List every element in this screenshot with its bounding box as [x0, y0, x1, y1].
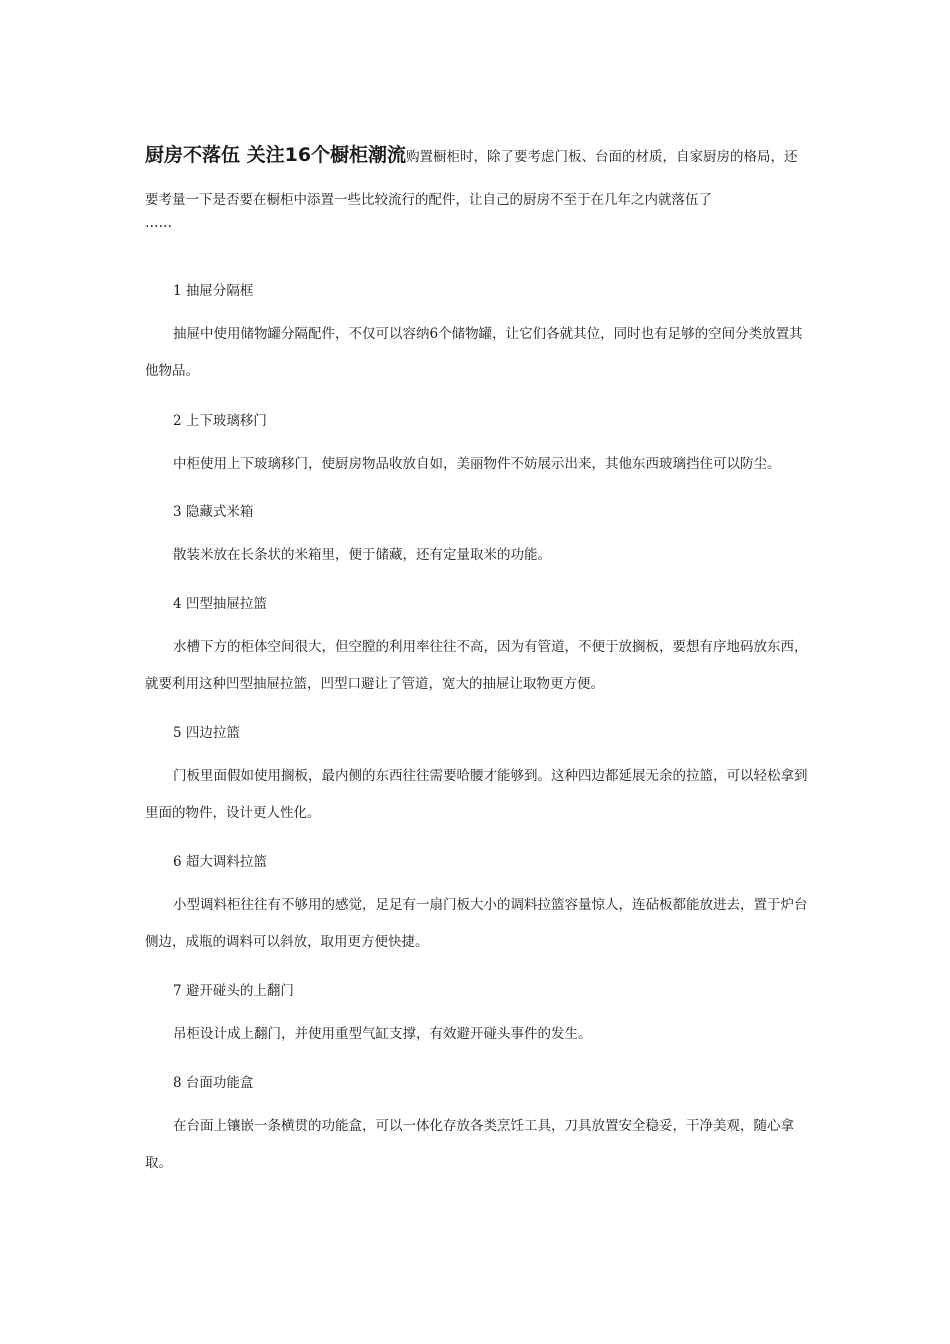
- section-6: [145, 851, 810, 961]
- section-2: [145, 410, 810, 483]
- section-heading: 6 超大调料拉篮: [173, 854, 267, 870]
- section-body: 在台面上镶嵌一条横贯的功能盒，可以一体化存放各类烹饪工具，刀具放置安全稳妥，干净美观，随心拿取。: [145, 1118, 794, 1171]
- section-heading: 5 四边拉篮: [173, 725, 240, 741]
- section-heading: 8 台面功能盒: [173, 1075, 254, 1091]
- section-body: 抽屉中使用储物罐分隔配件，不仅可以容纳6个储物罐，让它们各就其位，同时也有足够的空间分类放置其他物品。: [145, 326, 803, 379]
- intro-paragraph: [145, 134, 810, 230]
- section-heading: 4 凹型抽屉拉篮: [173, 596, 267, 612]
- section-5: [145, 722, 810, 832]
- section-heading: 3 隐藏式米箱: [173, 504, 254, 520]
- section-body: 吊柜设计成上翻门，并使用重型气缸支撑，有效避开碰头事件的发生。: [173, 1026, 592, 1042]
- intro-ellipsis: ……: [145, 215, 172, 231]
- section-body: 水槽下方的柜体空间很大，但空膛的利用率往往不高，因为有管道，不便于放搁板，要想有序地码放东西，就要利用这种凹型抽屉拉篮，凹型口避让了管道，宽大的抽屉让取物更方便。: [145, 639, 808, 692]
- section-8: [145, 1072, 810, 1182]
- section-3: [145, 501, 810, 574]
- section-body: 中柜使用上下玻璃移门，使厨房物品收放自如，美丽物件不妨展示出来，其他东西玻璃挡住可以防尘。: [173, 456, 781, 472]
- section-7: [145, 980, 810, 1053]
- section-heading: 1 抽屉分隔框: [173, 283, 254, 299]
- section-heading: 7 避开碰头的上翻门: [173, 983, 294, 999]
- section-4: [145, 593, 810, 703]
- section-body: 散装米放在长条状的米箱里，便于储藏，还有定量取米的功能。: [173, 547, 551, 563]
- intro-text: 购置橱柜时，除了要考虑门板、台面的材质，自家厨房的格局，还要考量一下是否要在橱柜中添置一些比较流行的配件，让自己的厨房不至于在几年之内就落伍了: [145, 149, 798, 208]
- section-body: 小型调料柜往往有不够用的感觉，足足有一扇门板大小的调料拉篮容量惊人，连砧板都能放进去，置于炉台侧边，成瓶的调料可以斜放，取用更方便快捷。: [145, 897, 808, 950]
- article-title: 厨房不落伍 关注16个橱柜潮流: [145, 144, 407, 166]
- section-body: 门板里面假如使用搁板，最内侧的东西往往需要哈腰才能够到。这种四边都延展无余的拉篮，可以轻松拿到里面的物件，设计更人性化。: [145, 768, 808, 821]
- section-1: [145, 280, 810, 390]
- section-heading: 2 上下玻璃移门: [173, 413, 267, 429]
